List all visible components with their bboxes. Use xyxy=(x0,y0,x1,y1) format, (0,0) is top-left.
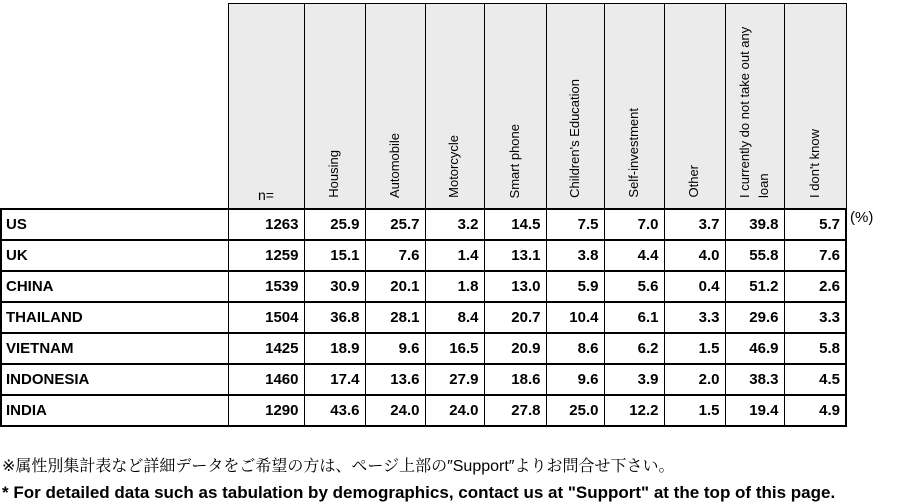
value-cell: 12.2 xyxy=(604,395,664,426)
n-value: 1425 xyxy=(228,333,304,364)
country-label: THAILAND xyxy=(1,302,228,333)
table-row-india xyxy=(1,395,846,426)
value-cell: 1.8 xyxy=(425,271,484,302)
value-cell: 19.4 xyxy=(725,395,784,426)
col-header-label: Housing xyxy=(326,150,342,198)
value-cell: 3.9 xyxy=(604,364,664,395)
table-header xyxy=(1,4,846,210)
value-cell: 0.4 xyxy=(664,271,725,302)
table-row-thailand xyxy=(1,302,846,333)
n-value: 1539 xyxy=(228,271,304,302)
loan-purpose-table xyxy=(0,3,847,427)
value-cell: 55.8 xyxy=(725,240,784,271)
value-cell: 8.4 xyxy=(425,302,484,333)
col-header-label: Motorcycle xyxy=(446,135,462,198)
value-cell: 3.8 xyxy=(546,240,604,271)
table-row-uk xyxy=(1,240,846,271)
col-header-5 xyxy=(604,4,664,210)
value-cell: 6.2 xyxy=(604,333,664,364)
n-header-label: n= xyxy=(258,187,274,203)
value-cell: 20.9 xyxy=(484,333,546,364)
country-label: US xyxy=(1,209,228,240)
value-cell: 25.7 xyxy=(365,209,425,240)
col-header-label: Children's Education xyxy=(566,79,582,198)
value-cell: 4.4 xyxy=(604,240,664,271)
value-cell: 5.8 xyxy=(784,333,846,364)
value-cell: 20.7 xyxy=(484,302,546,333)
value-cell: 13.6 xyxy=(365,364,425,395)
n-value: 1263 xyxy=(228,209,304,240)
country-label: UK xyxy=(1,240,228,271)
value-cell: 4.9 xyxy=(784,395,846,426)
value-cell: 10.4 xyxy=(546,302,604,333)
col-header-label: Other xyxy=(686,165,702,198)
value-cell: 6.1 xyxy=(604,302,664,333)
value-cell: 30.9 xyxy=(304,271,365,302)
value-cell: 1.5 xyxy=(664,333,725,364)
percent-unit-label: (%) xyxy=(850,209,874,226)
table-body xyxy=(1,209,846,426)
n-value: 1259 xyxy=(228,240,304,271)
value-cell: 15.1 xyxy=(304,240,365,271)
col-header-8 xyxy=(784,4,846,210)
value-cell: 7.6 xyxy=(784,240,846,271)
value-cell: 39.8 xyxy=(725,209,784,240)
n-value: 1290 xyxy=(228,395,304,426)
n-value: 1504 xyxy=(228,302,304,333)
value-cell: 5.9 xyxy=(546,271,604,302)
header-row xyxy=(1,4,846,210)
value-cell: 25.0 xyxy=(546,395,604,426)
value-cell: 24.0 xyxy=(425,395,484,426)
value-cell: 8.6 xyxy=(546,333,604,364)
value-cell: 20.1 xyxy=(365,271,425,302)
value-cell: 51.2 xyxy=(725,271,784,302)
footnote-english: * For detailed data such as tabulation by demographics, contact us at "Support" at the top of this page. xyxy=(2,483,836,502)
value-cell: 38.3 xyxy=(725,364,784,395)
value-cell: 4.0 xyxy=(664,240,725,271)
value-cell: 24.0 xyxy=(365,395,425,426)
value-cell: 25.9 xyxy=(304,209,365,240)
col-header-1 xyxy=(365,4,425,210)
value-cell: 36.8 xyxy=(304,302,365,333)
value-cell: 3.2 xyxy=(425,209,484,240)
col-header-label: Smart phone xyxy=(506,123,522,198)
col-header-label: Self-investment xyxy=(625,108,641,198)
value-cell: 13.1 xyxy=(484,240,546,271)
country-label: INDIA xyxy=(1,395,228,426)
n-value: 1460 xyxy=(228,364,304,395)
country-label: CHINA xyxy=(1,271,228,302)
col-header-0 xyxy=(304,4,365,210)
value-cell: 1.4 xyxy=(425,240,484,271)
country-label: VIETNAM xyxy=(1,333,228,364)
value-cell: 5.7 xyxy=(784,209,846,240)
value-cell: 29.6 xyxy=(725,302,784,333)
value-cell: 14.5 xyxy=(484,209,546,240)
value-cell: 7.5 xyxy=(546,209,604,240)
col-header-n xyxy=(228,4,304,210)
value-cell: 3.3 xyxy=(784,302,846,333)
col-header-2 xyxy=(425,4,484,210)
value-cell: 7.6 xyxy=(365,240,425,271)
value-cell: 46.9 xyxy=(725,333,784,364)
value-cell: 27.9 xyxy=(425,364,484,395)
value-cell: 3.3 xyxy=(664,302,725,333)
value-cell: 1.5 xyxy=(664,395,725,426)
value-cell: 18.9 xyxy=(304,333,365,364)
col-header-6 xyxy=(664,4,725,210)
col-header-label: I currently do not take out any loan xyxy=(736,26,771,198)
value-cell: 9.6 xyxy=(546,364,604,395)
value-cell: 9.6 xyxy=(365,333,425,364)
value-cell: 18.6 xyxy=(484,364,546,395)
value-cell: 2.0 xyxy=(664,364,725,395)
corner-cell xyxy=(1,4,228,210)
table-row-china xyxy=(1,271,846,302)
value-cell: 4.5 xyxy=(784,364,846,395)
table-row-indonesia xyxy=(1,364,846,395)
col-header-label: Automobile xyxy=(386,132,402,198)
col-header-4 xyxy=(546,4,604,210)
col-header-3 xyxy=(484,4,546,210)
value-cell: 27.8 xyxy=(484,395,546,426)
value-cell: 43.6 xyxy=(304,395,365,426)
footnote-japanese: ※属性別集計表など詳細データをご希望の方は、ページ上部の″Support″よりお問合せ下さい。 xyxy=(2,458,675,475)
value-cell: 28.1 xyxy=(365,302,425,333)
col-header-label: I don't know xyxy=(806,129,822,198)
country-label: INDONESIA xyxy=(1,364,228,395)
value-cell: 5.6 xyxy=(604,271,664,302)
value-cell: 7.0 xyxy=(604,209,664,240)
value-cell: 16.5 xyxy=(425,333,484,364)
table-row-us xyxy=(1,209,846,240)
value-cell: 2.6 xyxy=(784,271,846,302)
col-header-7 xyxy=(725,4,784,210)
value-cell: 13.0 xyxy=(484,271,546,302)
value-cell: 3.7 xyxy=(664,209,725,240)
value-cell: 17.4 xyxy=(304,364,365,395)
table-row-vietnam xyxy=(1,333,846,364)
